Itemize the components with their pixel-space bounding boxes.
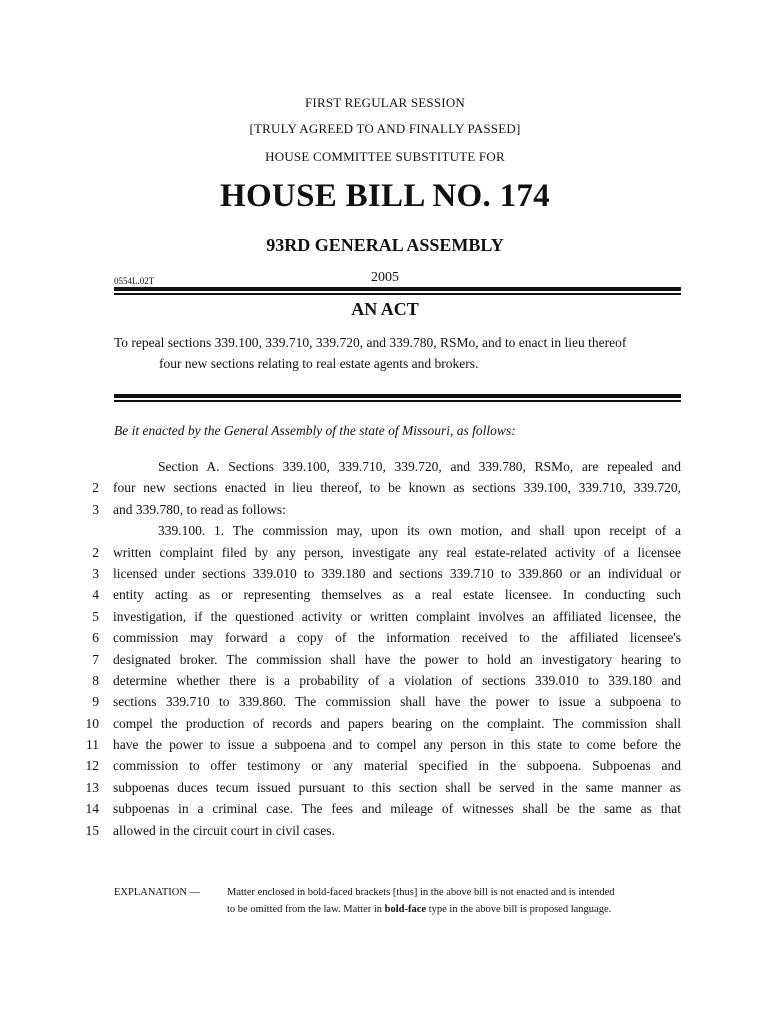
bill-status: [TRULY AGREED TO AND FINALLY PASSED]	[249, 121, 521, 136]
line-text: Section A. Sections 339.100, 339.710, 339.720, and 339.780, RSMo, are repealed and	[158, 459, 681, 474]
assembly-heading: 93RD GENERAL ASSEMBLY	[266, 235, 504, 255]
line-number: 12	[85, 758, 99, 774]
line-number: 2	[92, 544, 99, 560]
top-rule-thin	[114, 293, 681, 295]
line-text: commission to offer testimony or any material specified in the subpoena. Subpoenas and	[113, 758, 681, 774]
line-text: subpoenas duces tecum issued pursuant to this section shall be served in the same manner as	[113, 779, 681, 795]
line-text: 339.100. 1. The commission may, upon its own motion, and shall upon receipt of a	[158, 523, 681, 539]
explanation-text	[227, 884, 681, 918]
line-text: entity acting as or representing themselves as a real estate licensee. In conducting such	[113, 587, 681, 603]
session-year: 2005	[371, 270, 399, 285]
purpose-line-1: To repeal sections 339.100, 339.710, 339.720, and 339.780, RSMo, and to enact in lieu thereof	[114, 335, 627, 350]
line-number: 13	[85, 779, 99, 795]
line-number: 9	[92, 694, 99, 710]
body-line	[75, 584, 681, 605]
body-line	[75, 627, 681, 648]
act-purpose	[114, 332, 681, 374]
substitute-heading: HOUSE COMMITTEE SUBSTITUTE FOR	[265, 149, 505, 164]
middle-rule-thick	[114, 394, 681, 398]
line-text: sections 339.710 to 339.860. The commission shall have the power to issue a subpoena to	[113, 694, 681, 710]
line-text: subpoenas in a criminal case. The fees and mileage of witnesses shall be the same as that	[113, 801, 681, 817]
body-line	[75, 777, 681, 798]
line-text: designated broker. The commission shall have the power to hold an investigatory hearing to	[113, 651, 681, 667]
line-text: and 339.780, to read as follows:	[113, 501, 286, 517]
line-text: four new sections enacted in lieu thereof, to be known as sections 339.100, 339.710, 339.720,	[113, 480, 681, 496]
explanation-line-2-end: type in the above bill is proposed language.	[426, 904, 612, 915]
body-line	[75, 520, 681, 541]
body-line	[75, 542, 681, 563]
body-line	[75, 477, 681, 498]
document-code: 0554L.02T	[114, 276, 155, 286]
line-text: commission may forward a copy of the information received to the affiliated licensee's	[113, 630, 681, 646]
line-number: 7	[92, 651, 99, 667]
line-number: 14	[85, 801, 99, 817]
top-rule-thick	[114, 287, 681, 291]
line-number: 3	[92, 501, 99, 517]
body-line	[75, 563, 681, 584]
body-line	[75, 606, 681, 627]
explanation-line-1: Matter enclosed in bold-faced brackets [thus] in the above bill is not enacted and is intended	[227, 887, 615, 898]
body-line	[75, 798, 681, 819]
body-line	[75, 691, 681, 712]
line-number: 3	[92, 565, 99, 581]
line-text: investigation, if the questioned activity or written complaint involves an affiliated licensee, the	[113, 608, 681, 624]
line-text: determine whether there is a probability of a violation of sections 339.010 to 339.180 and	[113, 672, 681, 688]
explanation-bold-term: bold-face	[384, 904, 427, 915]
middle-rule-thin	[114, 400, 681, 402]
line-number: 8	[92, 672, 99, 688]
explanation-label: EXPLANATION —	[114, 887, 201, 898]
session-heading: FIRST REGULAR SESSION	[305, 95, 465, 110]
line-number: 10	[85, 715, 99, 731]
line-text: compel the production of records and papers bearing on the complaint. The commission shall	[113, 715, 681, 731]
act-title: AN ACT	[351, 299, 419, 319]
bill-title: HOUSE BILL NO. 174	[220, 178, 550, 214]
line-text: licensed under sections 339.010 to 339.180 and sections 339.710 to 339.860 or an individual or	[113, 565, 681, 581]
enacting-clause: Be it enacted by the General Assembly of the state of Missouri, as follows:	[114, 423, 516, 438]
line-number: 5	[92, 608, 99, 624]
line-number: 2	[92, 480, 99, 496]
explanation-line-2-start: to be omitted from the law. Matter in	[227, 904, 385, 915]
line-number: 11	[86, 737, 99, 753]
body-line	[75, 734, 681, 755]
line-number: 6	[92, 630, 99, 646]
body-line	[75, 456, 681, 477]
line-number: 4	[92, 587, 99, 603]
body-line	[75, 820, 681, 841]
body-line	[75, 755, 681, 776]
body-line	[75, 713, 681, 734]
purpose-line-2: four new sections relating to real estate agents and brokers.	[159, 356, 479, 371]
body-line	[75, 670, 681, 691]
line-text: have the power to issue a subpoena and to compel any person in this state to come before the	[113, 737, 681, 753]
body-line	[75, 649, 681, 670]
body-line	[75, 499, 681, 520]
line-text: written complaint filed by any person, investigate any real estate-related activity of a licensee	[113, 544, 681, 560]
line-text: allowed in the circuit court in civil cases.	[113, 822, 335, 838]
line-number: 15	[85, 822, 99, 838]
bill-body	[75, 456, 681, 841]
